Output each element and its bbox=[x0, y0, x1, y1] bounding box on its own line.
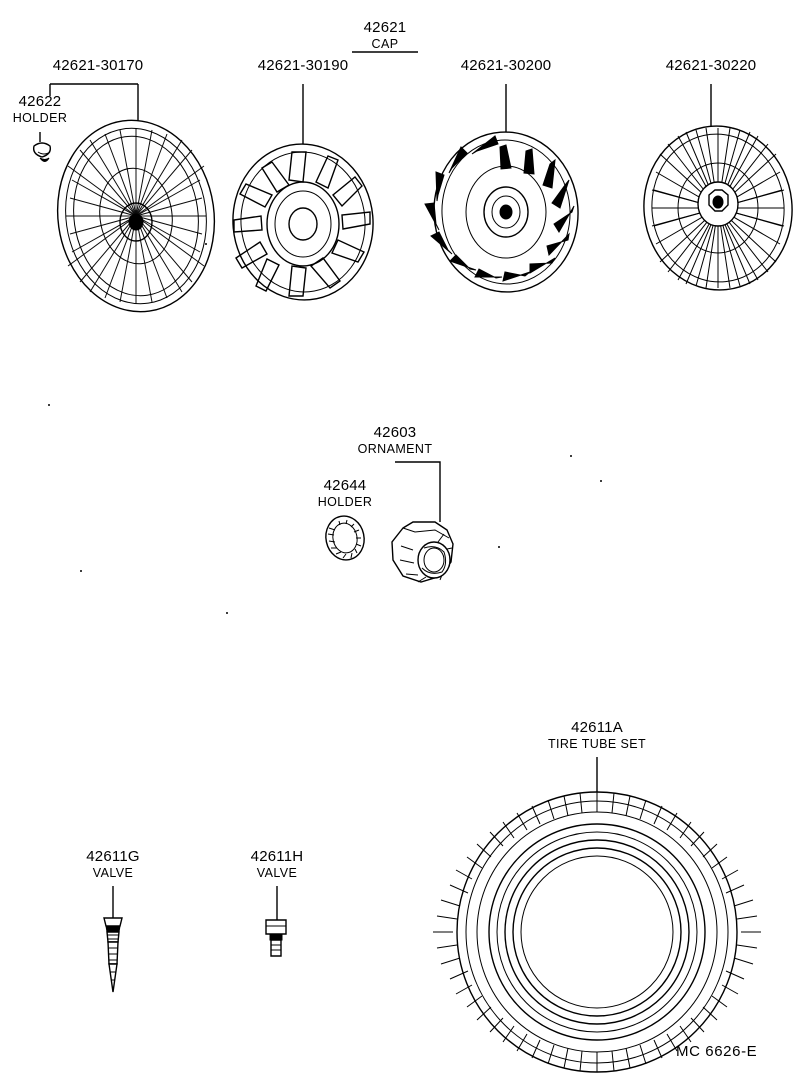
label-42644-number: 42644 bbox=[323, 477, 367, 494]
wheel-cap-42621-30220 bbox=[636, 119, 800, 298]
label-42603-ornament bbox=[330, 425, 460, 456]
wheel-cap-42621-30200 bbox=[425, 127, 583, 297]
label-42611A-number: 42611A bbox=[571, 719, 623, 736]
scan-speck bbox=[498, 546, 500, 548]
label-42622-name: HOLDER bbox=[12, 110, 68, 125]
scan-speck bbox=[48, 404, 50, 406]
scan-speck bbox=[600, 480, 602, 482]
label-42611A-tire-tube-set bbox=[507, 720, 687, 751]
label-42621-30200-number: 42621-30200 bbox=[460, 57, 552, 74]
part-42611A-tire-tube-set bbox=[433, 792, 761, 1072]
label-42621-30190-number: 42621-30190 bbox=[257, 57, 349, 74]
label-42603-name: ORNAMENT bbox=[357, 441, 433, 456]
label-42622-holder bbox=[0, 94, 80, 125]
label-42611G-number: 42611G bbox=[86, 848, 140, 865]
scan-speck bbox=[205, 243, 207, 245]
part-42644-holder bbox=[322, 513, 368, 564]
label-42611G-valve bbox=[53, 849, 173, 880]
label-42621-30200 bbox=[408, 58, 604, 75]
part-42611G-valve bbox=[104, 918, 122, 992]
part-42603-ornament bbox=[392, 522, 453, 582]
scan-speck bbox=[80, 570, 82, 572]
label-42611H-valve bbox=[217, 849, 337, 880]
group-label-cap-number: 42621 bbox=[363, 19, 407, 36]
label-42644-name: HOLDER bbox=[317, 494, 373, 509]
label-42621-30170 bbox=[0, 58, 196, 75]
label-42611G-name: VALVE bbox=[92, 865, 134, 880]
label-42621-30220-number: 42621-30220 bbox=[665, 57, 757, 74]
group-label-cap bbox=[335, 20, 435, 51]
group-label-cap-name: CAP bbox=[371, 36, 399, 51]
label-42621-30170-number: 42621-30170 bbox=[52, 57, 144, 74]
label-42644-holder bbox=[291, 478, 399, 509]
diagram-footer-code: MC 6626-E bbox=[676, 1043, 758, 1060]
wheel-cap-42621-30170 bbox=[34, 110, 227, 322]
label-42611H-name: VALVE bbox=[256, 865, 298, 880]
label-42611A-name: TIRE TUBE SET bbox=[547, 736, 647, 751]
scan-speck bbox=[570, 455, 572, 457]
scan-speck bbox=[226, 612, 228, 614]
label-42621-30190 bbox=[205, 58, 401, 75]
label-42603-number: 42603 bbox=[373, 424, 417, 441]
label-42622-number: 42622 bbox=[18, 93, 62, 110]
part-42611H-valve bbox=[266, 920, 286, 956]
label-42611H-number: 42611H bbox=[250, 848, 304, 865]
label-42621-30220 bbox=[613, 58, 800, 75]
wheel-cap-42621-30190 bbox=[226, 138, 379, 306]
